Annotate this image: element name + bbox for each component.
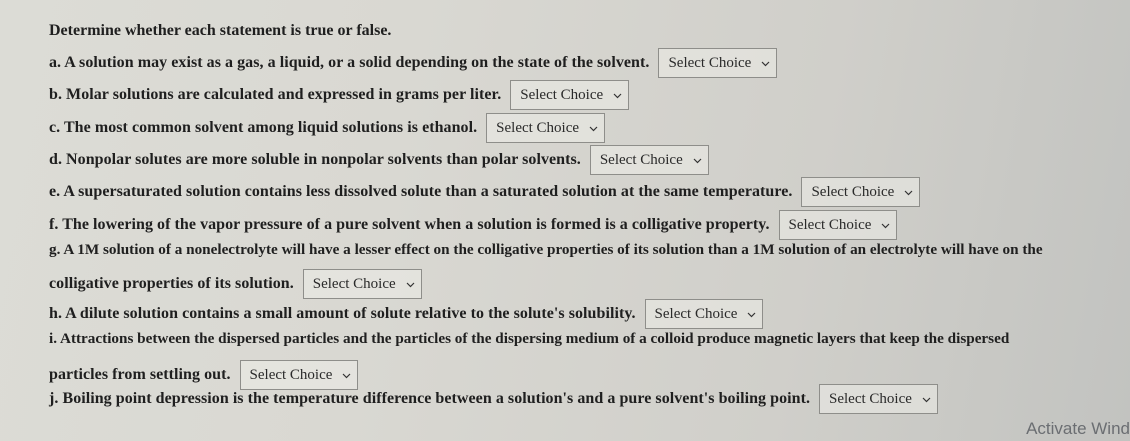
select-value: Select Choice xyxy=(654,305,738,322)
chevron-down-icon xyxy=(881,221,890,230)
question-h-text: h. A dilute solution contains a small amount of solute relative to the solute's solubility. xyxy=(49,305,636,322)
question-c-select[interactable] xyxy=(486,113,605,143)
question-d-select[interactable] xyxy=(590,145,709,175)
chevron-down-icon xyxy=(761,59,770,68)
chevron-down-icon xyxy=(922,395,931,404)
activate-windows-watermark: Activate Wind xyxy=(1026,419,1130,438)
question-h xyxy=(49,299,763,329)
question-g-text-line2: colligative properties of its solution. xyxy=(49,275,294,292)
select-value: Select Choice xyxy=(829,390,912,407)
question-d-text: d. Nonpolar solutes are more soluble in nonpolar solvents than polar solvents. xyxy=(49,151,581,168)
select-value: Select Choice xyxy=(249,366,333,383)
question-b-text: b. Molar solutions are calculated and expressed in grams per liter. xyxy=(49,86,502,103)
question-f-text: f. The lowering of the vapor pressure of a pure solvent when a solution is formed is a colligative property. xyxy=(49,216,770,233)
question-e-select[interactable] xyxy=(801,177,920,207)
instructions: Determine whether each statement is true or false. xyxy=(49,22,392,39)
question-b xyxy=(49,80,629,110)
question-a-select[interactable] xyxy=(658,48,777,78)
question-c xyxy=(49,113,605,143)
question-j-select[interactable] xyxy=(819,384,938,414)
select-value: Select Choice xyxy=(312,275,396,292)
question-a xyxy=(49,48,777,78)
select-value: Select Choice xyxy=(599,151,683,168)
chevron-down-icon xyxy=(613,91,622,100)
question-g-text-line1: g. A 1M solution of a nonelectrolyte will have a lesser effect on the colligative properties of its solution than a 1M solution of an electrolyte will have on the xyxy=(49,241,1043,258)
question-e-text: e. A supersaturated solution contains less dissolved solute than a saturated solution at the same temperature. xyxy=(49,183,793,200)
chevron-down-icon xyxy=(589,124,598,133)
chevron-down-icon xyxy=(904,188,913,197)
question-h-select[interactable] xyxy=(645,299,764,329)
question-i-text-line2: particles from settling out. xyxy=(49,366,231,383)
question-g xyxy=(49,269,422,299)
question-e xyxy=(49,177,920,207)
select-value: Select Choice xyxy=(788,216,872,233)
question-a-text: a. A solution may exist as a gas, a liquid, or a solid depending on the state of the solvent. xyxy=(49,54,650,71)
select-value: Select Choice xyxy=(811,183,895,200)
question-j xyxy=(49,384,938,414)
chevron-down-icon xyxy=(747,310,756,319)
question-f-select[interactable] xyxy=(779,210,898,240)
question-f xyxy=(49,210,897,240)
chevron-down-icon xyxy=(342,371,351,380)
question-c-text: c. The most common solvent among liquid solutions is ethanol. xyxy=(49,119,478,136)
select-value: Select Choice xyxy=(668,54,752,71)
chevron-down-icon xyxy=(406,280,415,289)
question-j-text: j. Boiling point depression is the temperature difference between a solution's and a pure solvent's boiling point. xyxy=(49,390,811,407)
select-value: Select Choice xyxy=(496,119,580,136)
question-d xyxy=(49,145,709,175)
question-g-select[interactable] xyxy=(303,269,422,299)
question-b-select[interactable] xyxy=(510,80,629,110)
chevron-down-icon xyxy=(693,156,702,165)
select-value: Select Choice xyxy=(520,86,604,103)
question-i-text-line1: i. Attractions between the dispersed particles and the particles of the dispersing medium of a colloid produce magnetic layers that keep the dispersed xyxy=(49,330,1010,347)
